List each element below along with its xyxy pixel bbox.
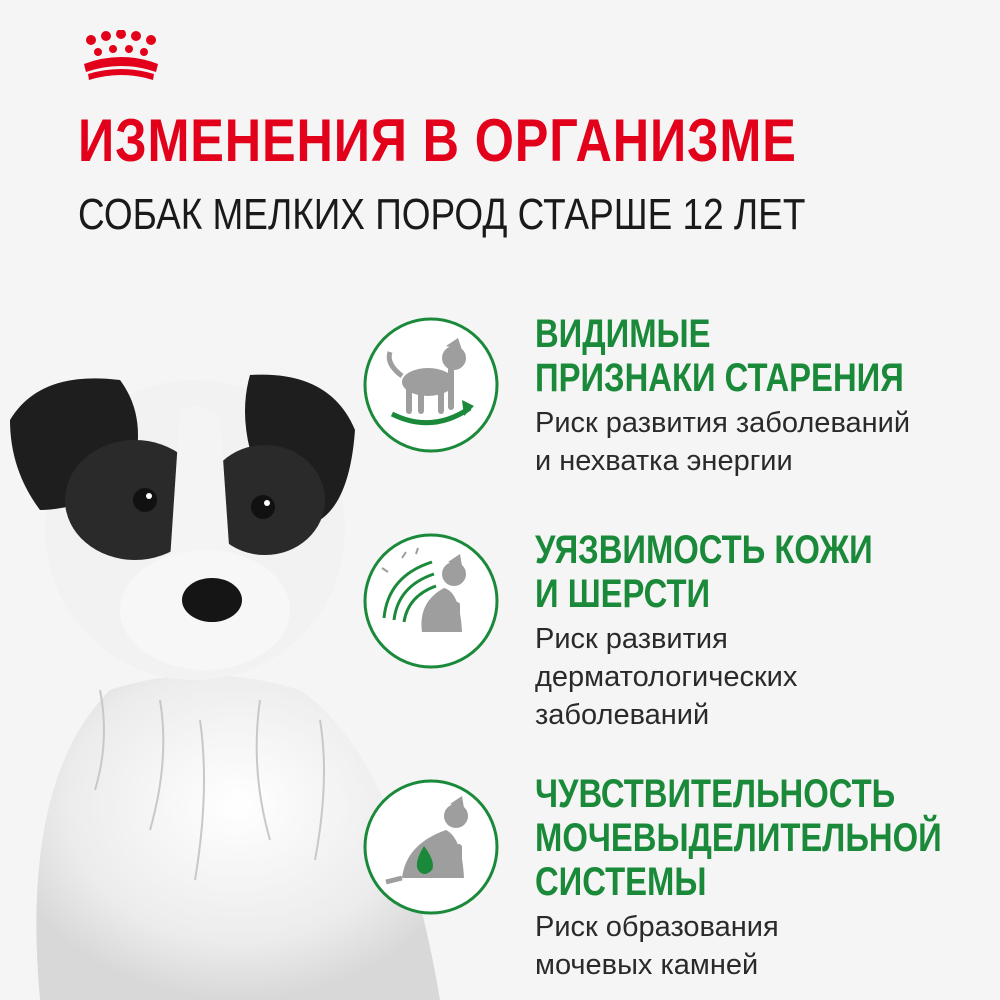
dog-skin-coat-icon (362, 532, 500, 670)
page-subtitle: СОБАК МЕЛКИХ ПОРОД СТАРШЕ 12 ЛЕТ (78, 190, 806, 239)
dog-arrow-icon (362, 316, 500, 454)
item-3-description: Риск образования мочевых камней (535, 911, 779, 981)
item-2-description: Риск развития дерматологических заболеваний (535, 623, 798, 731)
item-3-title: ЧУВСТВИТЕЛЬНОСТЬ МОЧЕВЫДЕЛИТЕЛЬНОЙ СИСТЕМЫ (535, 772, 942, 904)
crown-logo-icon (78, 30, 164, 82)
item-1-description: Риск развития заболеваний и нехватка энергии (535, 407, 911, 477)
page-title: ИЗМЕНЕНИЯ В ОРГАНИЗМЕ (78, 107, 797, 174)
item-2-title: УЯЗВИМОСТЬ КОЖИ И ШЕРСТИ (535, 528, 873, 616)
item-1-title: ВИДИМЫЕ ПРИЗНАКИ СТАРЕНИЯ (535, 312, 904, 400)
dog-drop-icon (362, 778, 500, 916)
